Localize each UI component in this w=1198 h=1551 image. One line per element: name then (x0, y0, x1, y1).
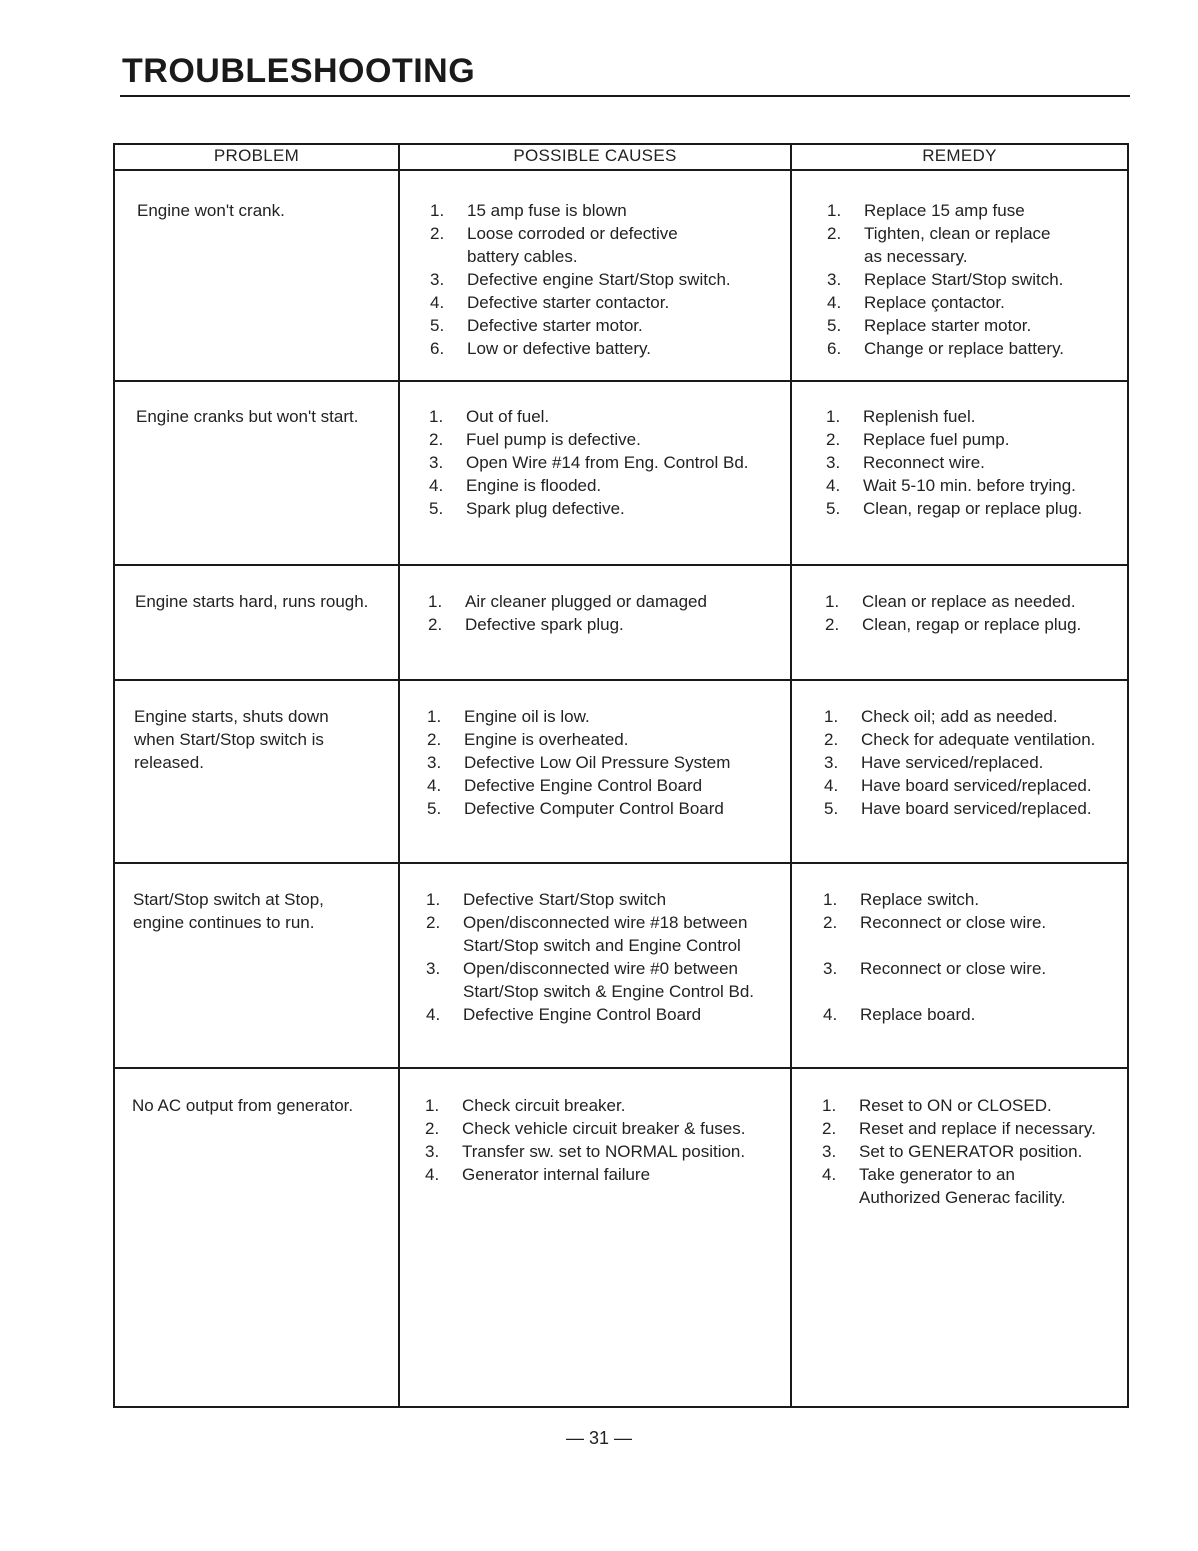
list-item: 1. Check circuit breaker. (425, 1096, 626, 1115)
remedies-list (824, 705, 1124, 820)
list-item: 4. Have board serviced/replaced. (824, 776, 1092, 795)
causes-list (425, 1094, 785, 1186)
list-item: 3. Set to GENERATOR position. (822, 1142, 1083, 1161)
problem-cell: Start/Stop switch at Stop, engine continues to run. (133, 890, 324, 932)
list-item: 2. Tighten, clean or replace as necessary. (827, 224, 1051, 266)
list-item: 4. Replace çontactor. (827, 293, 1005, 312)
list-item: 4. Replace board. (823, 1005, 976, 1024)
list-item: 2. Engine is overheated. (427, 730, 629, 749)
list-item: 2. Reset and replace if necessary. (822, 1119, 1096, 1138)
list-item: 2. Check vehicle circuit breaker & fuses. (425, 1119, 746, 1138)
list-item: 3. Replace Start/Stop switch. (827, 270, 1064, 289)
list-item: 2. Loose corroded or defective battery cables. (430, 224, 678, 266)
remedies-list (827, 199, 1117, 360)
list-item: 2. Clean, regap or replace plug. (825, 615, 1082, 634)
list-item: 1. Air cleaner plugged or damaged (428, 592, 707, 611)
column-header-causes: POSSIBLE CAUSES (513, 146, 677, 165)
column-header-problem: PROBLEM (213, 146, 300, 165)
list-item: 5. Have board serviced/replaced. (824, 799, 1092, 818)
row-divider (113, 862, 1129, 864)
list-item: 3. Defective engine Start/Stop switch. (430, 270, 731, 289)
list-item: 6. Low or defective battery. (430, 339, 651, 358)
problem-cell: Engine cranks but won't start. (136, 407, 359, 426)
list-item: 3. Open Wire #14 from Eng. Control Bd. (429, 453, 749, 472)
list-spacer (823, 980, 1118, 1003)
column-divider (398, 143, 400, 1408)
list-item: 6. Change or replace battery. (827, 339, 1065, 358)
row-divider (113, 1067, 1129, 1069)
list-item: 1. Reset to ON or CLOSED. (822, 1096, 1052, 1115)
list-item: 1. Clean or replace as needed. (825, 592, 1076, 611)
problem-cell: Engine starts, shuts down when Start/Stop switch is released. (134, 707, 329, 772)
list-item: 2. Check for adequate ventilation. (824, 730, 1096, 749)
list-item: 3. Reconnect or close wire. (823, 959, 1047, 978)
list-item: 5. Spark plug defective. (429, 499, 625, 518)
list-item: 5. Defective starter motor. (430, 316, 643, 335)
list-item: 4. Engine is flooded. (429, 476, 602, 495)
list-item: 2. Fuel pump is defective. (429, 430, 641, 449)
causes-list (427, 705, 782, 820)
remedies-list (823, 888, 1118, 1026)
problem-cell: Engine won't crank. (137, 201, 285, 220)
problem-cell: Engine starts hard, runs rough. (135, 592, 369, 611)
row-divider (113, 679, 1129, 681)
list-item: 4. Generator internal failure (425, 1165, 651, 1184)
remedies-list (825, 590, 1120, 636)
list-item: 3. Reconnect wire. (826, 453, 985, 472)
causes-list (426, 888, 781, 1026)
title-underline (120, 95, 1130, 97)
column-header-remedy: REMEDY (922, 146, 997, 165)
list-item: 3. Open/disconnected wire #0 between Start/Stop switch & Engine Control Bd. (426, 959, 755, 1001)
list-item: 1. Defective Start/Stop switch (426, 890, 667, 909)
list-item: 4. Wait 5-10 min. before trying. (826, 476, 1076, 495)
list-item: 3. Transfer sw. set to NORMAL position. (425, 1142, 746, 1161)
row-divider (113, 564, 1129, 566)
header-rule (113, 169, 1129, 171)
list-item: 2. Open/disconnected wire #18 between Start/Stop switch and Engine Control (426, 913, 748, 955)
causes-list (430, 199, 780, 360)
list-item: 4. Defective Engine Control Board (427, 776, 703, 795)
problem-cell: No AC output from generator. (132, 1096, 354, 1115)
list-item: 2. Reconnect or close wire. (823, 913, 1047, 932)
list-item: 2. Replace fuel pump. (826, 430, 1010, 449)
row-divider (113, 380, 1129, 382)
list-item: 1. Check oil; add as needed. (824, 707, 1058, 726)
list-item: 1. Out of fuel. (429, 407, 550, 426)
list-item: 1. Replenish fuel. (826, 407, 976, 426)
list-item: 1. Replace switch. (823, 890, 980, 909)
list-item: 4. Defective starter contactor. (430, 293, 670, 312)
list-item: 3. Have serviced/replaced. (824, 753, 1044, 772)
column-divider (790, 143, 792, 1408)
remedies-list (822, 1094, 1122, 1209)
causes-list (429, 405, 784, 520)
list-item: 5. Replace starter motor. (827, 316, 1032, 335)
list-item: 4. Defective Engine Control Board (426, 1005, 702, 1024)
page-title: TROUBLESHOOTING (122, 52, 476, 90)
list-item: 5. Clean, regap or replace plug. (826, 499, 1083, 518)
list-item: 2. Defective spark plug. (428, 615, 624, 634)
list-item: 3. Defective Low Oil Pressure System (427, 753, 731, 772)
list-item: 5. Defective Computer Control Board (427, 799, 724, 818)
list-spacer (823, 934, 1118, 957)
list-item: 1. Replace 15 amp fuse (827, 201, 1025, 220)
list-item: 1. 15 amp fuse is blown (430, 201, 627, 220)
remedies-list (826, 405, 1121, 520)
page-number: — 31 — (565, 1428, 633, 1448)
causes-list (428, 590, 783, 636)
list-item: 4. Take generator to an Authorized Generac facility. (822, 1165, 1066, 1207)
list-item: 1. Engine oil is low. (427, 707, 590, 726)
